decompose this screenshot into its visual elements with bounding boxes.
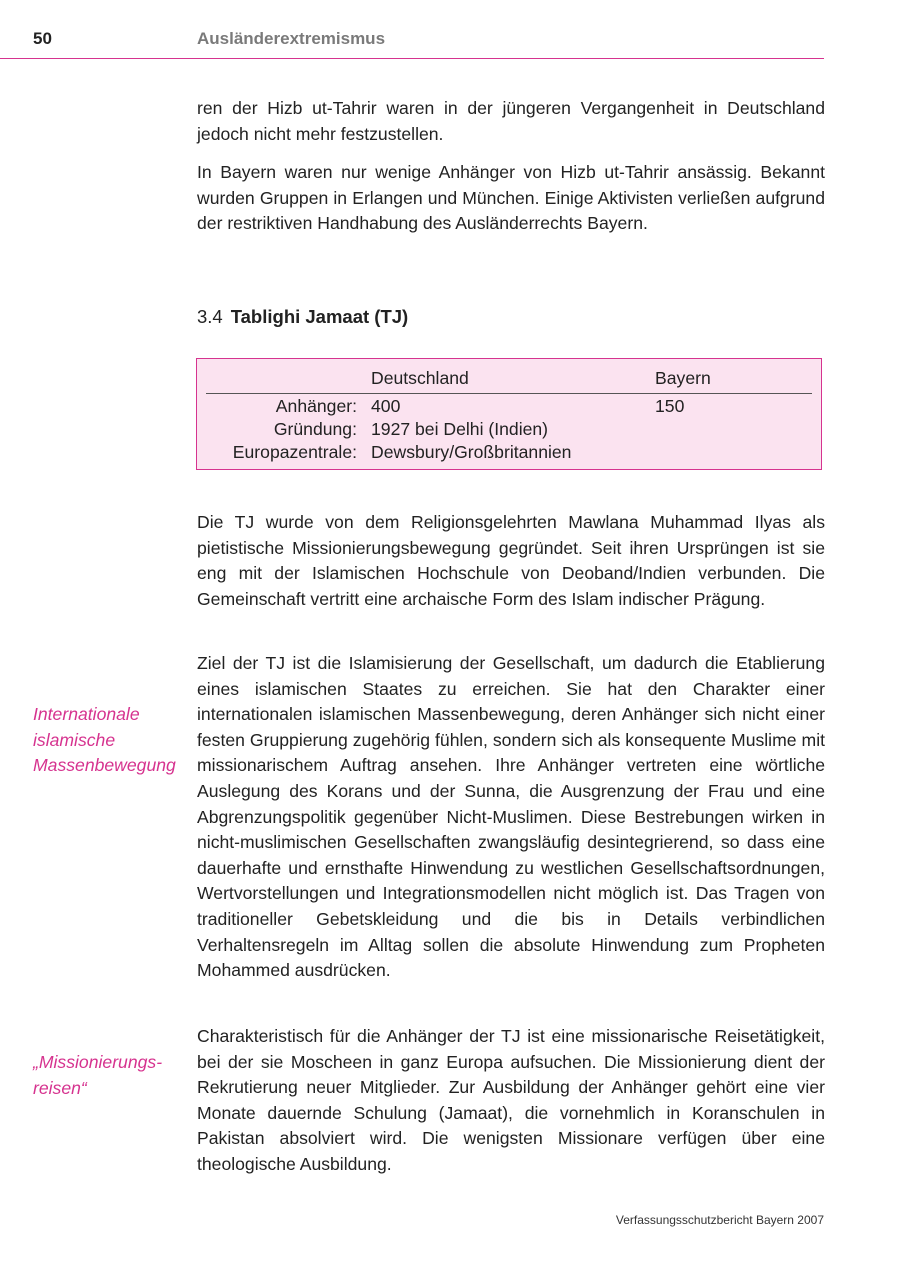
section-title: Tablighi Jamaat (TJ) [230,306,409,327]
body-paragraph-3: Charakteristisch für die Anhänger der TJ ist eine missionarische Reisetätigkeit, bei der sie Moscheen in ganz Europa aufsuchen. Die Missionierung dient der Rekrutierung neuer Mitglieder. Zur Ausbildung der Anhänger gehört eine vier Monate dauernde Schulung (Jamaat), die vornehmlich in Koranschulen in Pakistan absolviert wird. Die wenigsten Missionare verfügen über eine theologische Ausbildung. [197,1026,825,1174]
supporters-germany: 400 [371,396,401,416]
margin-note-mass-movement: Internationale islamische Massenbewegung [33,704,176,776]
headquarters-value: Dewsbury/Großbritannien [371,442,572,462]
section-heading [197,306,408,328]
page-header [0,0,824,59]
page-footer: Verfassungsschutzbericht Bayern 2007 [615,1213,824,1227]
section-number: 3.4 [197,306,223,327]
running-title: Ausländerextremismus [197,29,386,48]
founding-value: 1927 bei Delhi (Indien) [371,419,549,439]
body-paragraph-2: Ziel der TJ ist die Islamisierung der Gesellschaft, um dadurch die Etablierung eines islamischen Staates zu erreichen. Sie hat den Charakter einer internationalen islamischen Massenbewegung, deren Anhänger sich nicht einer festen Gruppierung zugehörig fühlen, sondern sich als konsequente Muslime mit missionarischem Auftrag ansehen. Ihre Anhänger vertreten eine wörtliche Auslegung des Korans und der Sunna, die Ausgrenzung der Frau und eine Abgrenzungspolitik gegenüber Nicht-Muslimen. Diese Bestrebungen wirken in nicht-muslimischen Gesellschaften zwangsläufig desintegrierend, so dass eine dauerhafte und ernsthafte Hinwendung zu westlichen Gesellschaftsordnungen, Wertvorstellungen und Integrationsmodellen nicht möglich ist. Das Tragen von traditioneller Gebetskleidung und die bis in Details verbindlichen Verhaltensregeln im Alltag sollen die absolute Hinwendung zum Propheten Mohammed ausdrücken. [197,653,826,981]
supporters-bavaria: 150 [655,396,685,416]
column-header-bavaria: Bayern [655,368,711,388]
page-number: 50 [33,29,52,48]
margin-note-mission-trips: „Missionierungs- reisen“ [33,1052,163,1098]
intro-paragraph-2: In Bayern waren nur wenige Anhänger von Hizb ut-Tahrir ansässig. Bekannt wurden Gruppen in Erlangen und München. Einige Aktivisten verließen aufgrund der restriktiven Handhabung des Ausländerrechts Bayern. [197,162,825,234]
column-header-germany: Deutschland [371,368,469,388]
intro-paragraph-1: ren der Hizb ut-Tahrir waren in der jüngeren Vergangenheit in Deutschland jedoch nicht mehr festzustellen. [197,98,825,144]
row-label-supporters: Anhänger: [275,396,357,416]
facts-box [196,358,822,470]
header-divider [206,393,812,394]
body-paragraph-1: Die TJ wurde von dem Religionsgelehrten Mawlana Muhammad Ilyas als pietistische Missionierungsbewegung gegründet. Seit ihren Ursprüngen ist sie eng mit der Islamischen Hochschule von Deoband/Indien verbunden. Die Gemeinschaft vertritt eine archaische Form des Islam indischer Prägung. [197,512,825,609]
row-label-founding: Gründung: [273,419,357,439]
row-label-headquarters: Europazentrale: [232,442,357,462]
